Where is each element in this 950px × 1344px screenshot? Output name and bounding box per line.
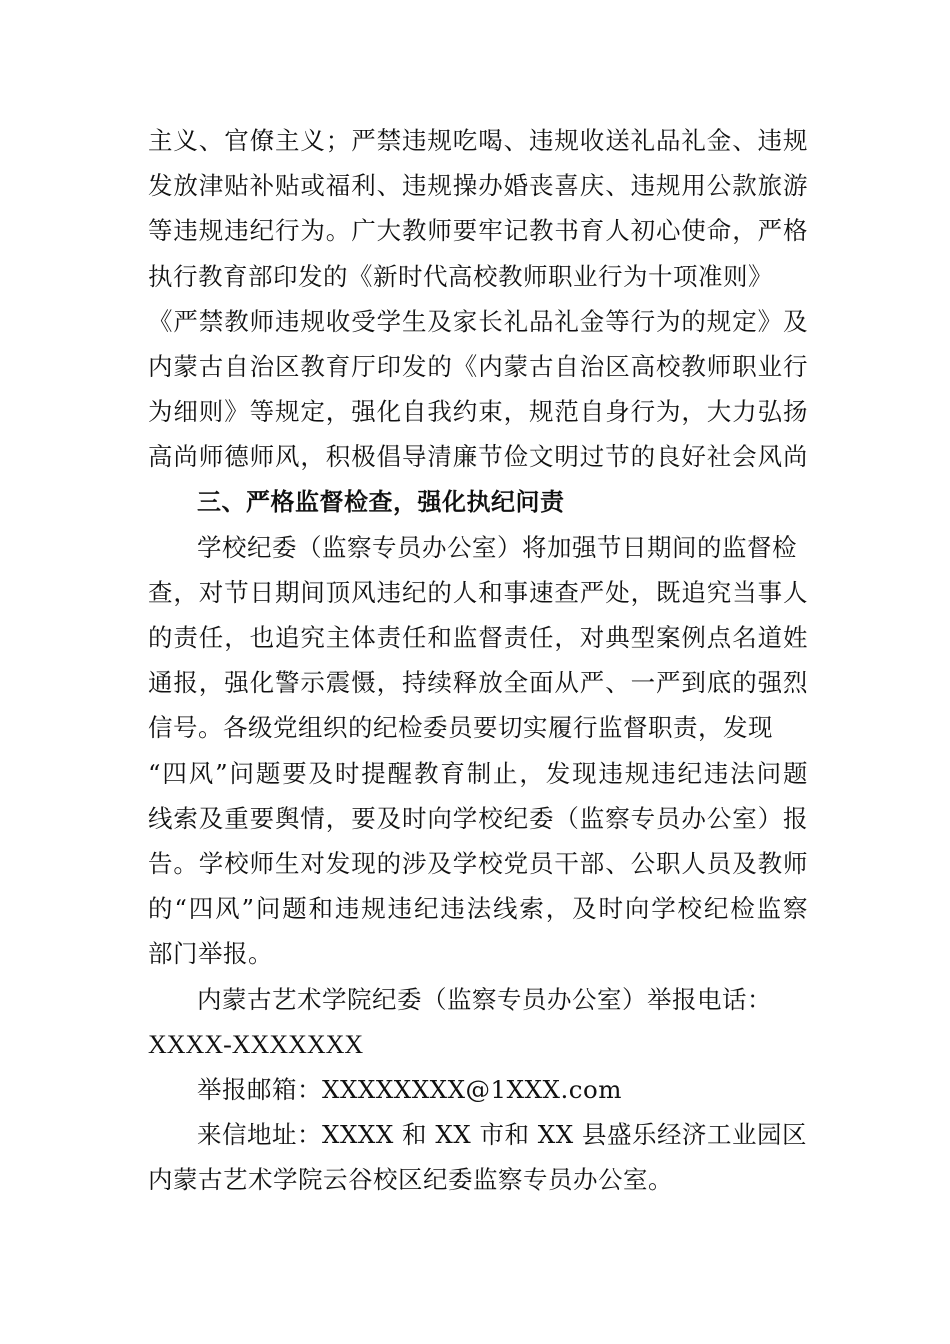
paragraph-2-line: 学校纪委（监察专员办公室）将加强节日期间的监督检 xyxy=(197,532,797,562)
mailing-address-line: 内蒙古艺术学院云谷校区纪委监察专员办公室。 xyxy=(148,1165,673,1195)
paragraph-2-line: “四风”问题要及时提醒教育制止，发现违规违纪违法问题 xyxy=(148,758,808,788)
paragraph-1-line: 执行教育部印发的《新时代高校教师职业行为十项准则》 xyxy=(148,261,773,291)
report-phone-label: 内蒙古艺术学院纪委（监察专员办公室）举报电话： xyxy=(197,984,772,1014)
paragraph-2-line: 查，对节日期间顶风违纪的人和事速查严处，既追究当事人 xyxy=(148,577,808,607)
paragraph-2-line: 的责任，也追究主体责任和监督责任，对典型案例点名道姓 xyxy=(148,623,808,653)
paragraph-1-line: 高尚师德师风，积极倡导清廉节俭文明过节的良好社会风尚 xyxy=(148,442,808,472)
paragraph-2-line: 部门举报。 xyxy=(148,939,273,969)
mailing-address-line: 来信地址：XXXX 和 XX 市和 XX 县盛乐经济工业园区 xyxy=(197,1120,807,1150)
paragraph-2-line: 通报，强化警示震慑，持续释放全面从严、一严到底的强烈 xyxy=(148,668,808,698)
paragraph-1-line: 《严禁教师违规收受学生及家长礼品礼金等行为的规定》及 xyxy=(148,306,808,336)
paragraph-2 xyxy=(148,525,808,977)
report-email: 举报邮箱：XXXXXXXX@1XXX.com xyxy=(197,1074,622,1104)
document-body xyxy=(148,118,808,1203)
paragraph-1-line: 主义、官僚主义；严禁违规吃喝、违规收送礼品礼金、违规 xyxy=(148,126,808,155)
paragraph-2-line: 信号。各级党组织的纪检委员要切实履行监督职责，发现 xyxy=(148,713,773,743)
paragraph-2-line: 的“四风”问题和违规违纪违法线索，及时向学校纪检监察 xyxy=(148,894,808,924)
paragraph-1 xyxy=(148,118,808,480)
report-phone-number: XXXX-XXXXXXX xyxy=(148,1029,364,1059)
paragraph-2-line: 告。学校师生对发现的涉及学校党员干部、公职人员及教师 xyxy=(148,849,808,878)
paragraph-1-line: 等违规违纪行为。广大教师要牢记教书育人初心使命，严格 xyxy=(148,216,808,246)
section-heading: 三、严格监督检查，强化执纪问责 xyxy=(197,487,565,516)
paragraph-2-line: 线索及重要舆情，要及时向学校纪委（监察专员办公室）报 xyxy=(148,803,808,833)
paragraph-1-line: 内蒙古自治区教育厅印发的《内蒙古自治区高校教师职业行 xyxy=(148,351,808,381)
paragraph-1-line: 发放津贴补贴或福利、违规操办婚丧喜庆、违规用公款旅游 xyxy=(148,171,808,201)
paragraph-1-line: 为细则》等规定，强化自我约束，规范自身行为，大力弘扬 xyxy=(148,397,808,427)
